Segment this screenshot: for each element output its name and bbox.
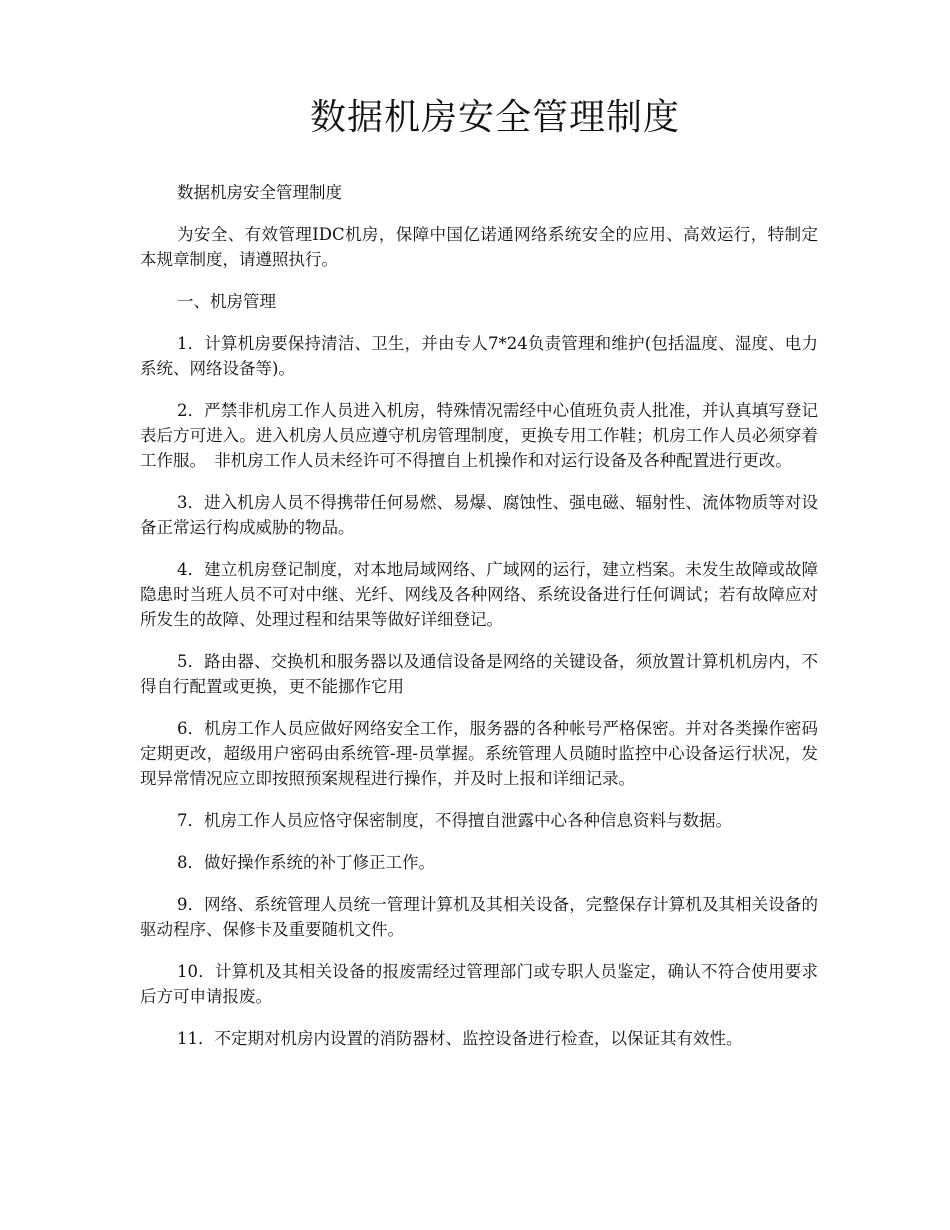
rule-item-6: 6．机房工作人员应做好网络安全工作，服务器的各种帐号严格保密。并对各类操作密码定期更改，超级用户密码由系统管-理-员掌握。系统管理人员随时监控中心设备运行状况，发现异常情况应立即按照预案规程进行操作，并及时上报和详细记录。 xyxy=(140,719,818,788)
rule-item-9: 9．网络、系统管理人员统一管理计算机及其相关设备，完整保存计算机及其相关设备的驱动程序、保修卡及重要随机文件。 xyxy=(140,895,818,939)
rule-item-2: 2．严禁非机房工作人员进入机房，特殊情况需经中心值班负责人批准，并认真填写登记表后方可进入。进入机房人员应遵守机房管理制度，更换专用工作鞋；机房工作人员必须穿着工作服。 非机房工作人员未经许可不得擅自上机操作和对运行设备及各种配置进行更改。 xyxy=(140,401,818,470)
section-heading: 一、机房管理 xyxy=(177,292,276,311)
intro-paragraph: 为安全、有效管理IDC机房，保障中国亿诺通网络系统安全的应用、高效运行，特制定本规章制度，请遵照执行。 xyxy=(140,225,818,269)
rule-item-11: 11．不定期对机房内设置的消防器材、监控设备进行检查，以保证其有效性。 xyxy=(177,1029,743,1048)
rule-item-4: 4．建立机房登记制度，对本地局域网络、广域网的运行，建立档案。未发生故障或故障隐患时当班人员不可对中继、光纤、网线及各种网络、系统设备进行任何调试；若有故障应对所发生的故障、处理过程和结果等做好详细登记。 xyxy=(140,560,818,629)
rule-item-8: 8．做好操作系统的补丁修正工作。 xyxy=(177,853,435,872)
rule-item-3: 3．进入机房人员不得携带任何易燃、易爆、腐蚀性、强电磁、辐射性、流体物质等对设备正常运行构成威胁的物品。 xyxy=(140,493,818,537)
rule-item-10: 10．计算机及其相关设备的报废需经过管理部门或专职人员鉴定，确认不符合使用要求后方可申请报废。 xyxy=(140,962,818,1006)
document-title: 数据机房安全管理制度 xyxy=(309,97,680,138)
rule-item-7: 7．机房工作人员应恪守保密制度，不得擅自泄露中心各种信息资料与数据。 xyxy=(177,811,732,830)
rule-item-5: 5．路由器、交换机和服务器以及通信设备是网络的关键设备，须放置计算机机房内，不得自行配置或更换，更不能挪作它用 xyxy=(140,652,818,696)
subtitle-paragraph: 数据机房安全管理制度 xyxy=(177,183,342,202)
rule-item-1: 1．计算机房要保持清洁、卫生，并由专人7*24负责管理和维护(包括温度、湿度、电力系统、网络设备等)。 xyxy=(140,334,818,378)
document-body xyxy=(140,180,818,1068)
